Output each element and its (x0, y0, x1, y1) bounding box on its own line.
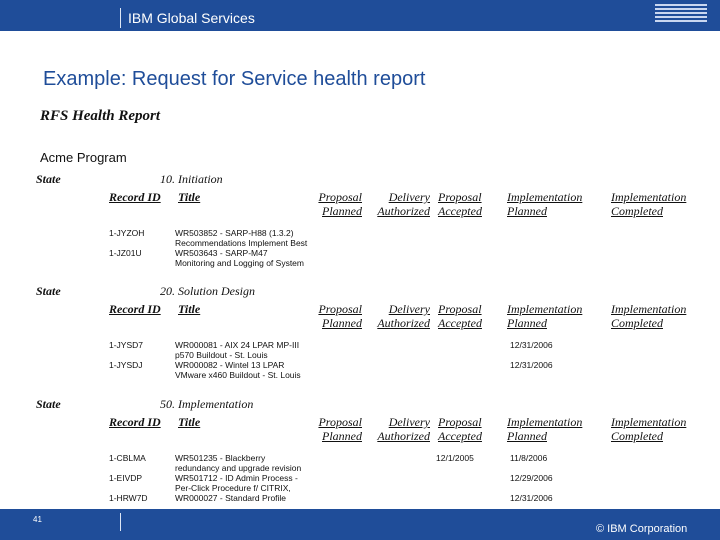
column-header-delivery-authorized: Delivery Authorized (377, 302, 430, 330)
slide-title: Example: Request for Service health report (43, 68, 426, 90)
record-id: 1-EIVDP (109, 473, 143, 483)
program-name: Acme Program (40, 150, 127, 165)
column-header-proposal-planned: Proposal Planned (318, 190, 362, 218)
ibm-logo-icon (655, 4, 707, 26)
column-header-title: Title (178, 190, 201, 204)
implementation-planned-date: 12/29/2006 (510, 473, 553, 483)
record-id: 1-JYSDJ (109, 360, 143, 370)
state-name: 10. Initiation (160, 172, 223, 186)
record-id: 1-CBLMA (109, 453, 146, 463)
state-label: State (36, 172, 61, 186)
column-header-proposal-accepted: Proposal Accepted (438, 302, 482, 330)
column-header-implementation-completed: Implementation Completed (611, 302, 687, 330)
record-title: WR000027 - Standard Profile (175, 493, 287, 503)
column-header-delivery-authorized: Delivery Authorized (377, 190, 430, 218)
column-header-proposal-accepted: Proposal Accepted (438, 190, 482, 218)
implementation-planned-date: 12/31/2006 (510, 340, 553, 350)
copyright: © IBM Corporation (596, 523, 688, 535)
footer-divider (120, 513, 121, 531)
column-header-implementation-completed: Implementation Completed (611, 415, 687, 443)
column-header-delivery-authorized: Delivery Authorized (377, 415, 430, 443)
column-header-record-id: Record ID (109, 415, 161, 429)
report-title: RFS Health Report (40, 108, 161, 124)
header-divider (120, 8, 121, 28)
column-header-implementation-planned: Implementation Planned (507, 302, 583, 330)
record-title: WR501235 - Blackberry redundancy and upgrade revision (175, 453, 302, 473)
column-header-proposal-planned: Proposal Planned (318, 302, 362, 330)
implementation-planned-date: 11/8/2006 (510, 453, 548, 463)
state-label: State (36, 284, 61, 298)
column-header-proposal-planned: Proposal Planned (318, 415, 362, 443)
proposal-accepted-date: 12/1/2005 (436, 453, 474, 463)
implementation-planned-date: 12/31/2006 (510, 360, 553, 370)
record-title: WR501712 - ID Admin Process - Per-Click Procedure f/ CITRIX, (175, 473, 298, 493)
state-label: State (36, 397, 61, 411)
record-title: WR503643 - SARP-M47 Monitoring and Logging of System (175, 248, 304, 268)
column-header-title: Title (178, 302, 201, 316)
record-title: WR000081 - AIX 24 LPAR MP-III p570 Buildout - St. Louis (175, 340, 300, 360)
column-header-implementation-planned: Implementation Planned (507, 190, 583, 218)
record-id: 1-JYSD7 (109, 340, 144, 350)
record-id: 1-HRW7D (109, 493, 148, 503)
record-title: WR503852 - SARP-H88 (1.3.2) Recommendations Implement Best (175, 228, 308, 248)
header-bar (0, 0, 720, 31)
record-id: 1-JZ01U (109, 248, 142, 258)
column-header-title: Title (178, 415, 201, 429)
record-title: WR000082 - Wintel 13 LPAR VMware x460 Buildout - St. Louis (175, 360, 301, 380)
column-header-proposal-accepted: Proposal Accepted (438, 415, 482, 443)
column-header-implementation-planned: Implementation Planned (507, 415, 583, 443)
column-header-record-id: Record ID (109, 302, 161, 316)
page-number: 41 (33, 515, 42, 524)
brand-name: IBM Global Services (128, 10, 255, 26)
footer-bar (0, 509, 720, 540)
column-header-implementation-completed: Implementation Completed (611, 190, 687, 218)
state-name: 50. Implementation (160, 397, 254, 411)
column-header-record-id: Record ID (109, 190, 161, 204)
record-id: 1-JYZOH (109, 228, 145, 238)
state-name: 20. Solution Design (160, 284, 255, 298)
implementation-planned-date: 12/31/2006 (510, 493, 553, 503)
